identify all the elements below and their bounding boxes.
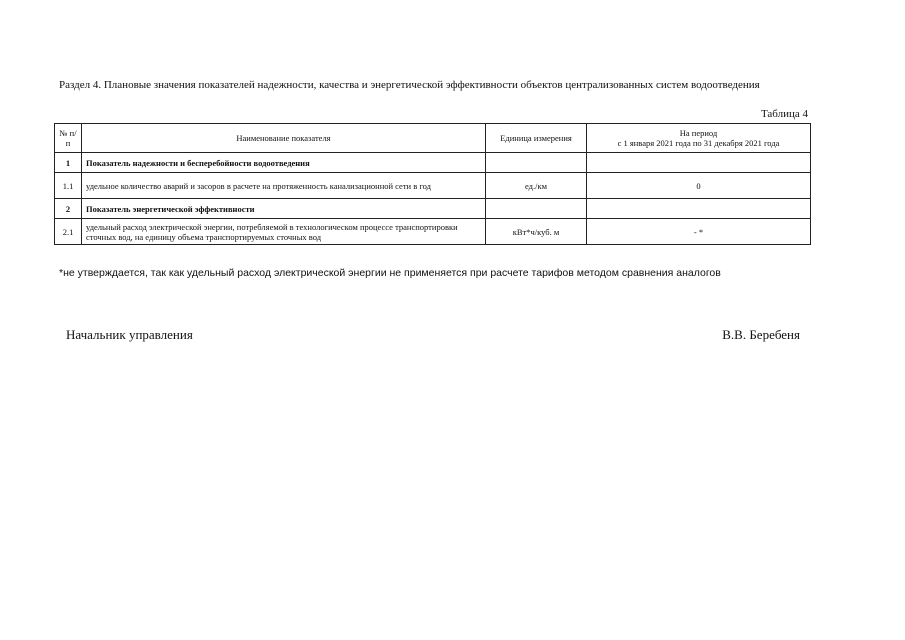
column-header-number: № п/п — [55, 124, 82, 153]
table-row — [55, 173, 811, 199]
table-row — [55, 199, 811, 219]
section-heading: Раздел 4. Плановые значения показателей надежности, качества и энергетической эффективности объектов централизованных систем водоотведения — [59, 79, 760, 91]
row-number: 2.1 — [55, 219, 82, 245]
column-header-period — [587, 124, 811, 153]
table-header-row — [55, 124, 811, 153]
row-number: 2 — [55, 199, 82, 219]
table-caption: Таблица 4 — [760, 108, 808, 120]
row-unit — [486, 199, 587, 219]
table-row — [55, 153, 811, 173]
row-unit — [486, 153, 587, 173]
row-number: 1.1 — [55, 173, 82, 199]
row-number: 1 — [55, 153, 82, 173]
signatory-position: Начальник управления — [66, 327, 193, 342]
row-value — [587, 153, 811, 173]
signatory-name: В.В. Беребеня — [722, 327, 800, 342]
row-name: удельный расход электрической энергии, потребляемой в технологическом процессе транспортировки сточных вод, на единицу объема транспортируемых сточных вод — [82, 219, 486, 245]
row-unit: ед./км — [486, 173, 587, 199]
period-title: На период — [679, 128, 718, 138]
row-name: Показатель энергетической эффективности — [82, 199, 486, 219]
column-header-name: Наименование показателя — [82, 124, 486, 153]
row-value: - * — [587, 219, 811, 245]
indicators-table — [54, 123, 811, 245]
column-header-unit: Единица измерения — [486, 124, 587, 153]
row-value — [587, 199, 811, 219]
row-unit: кВт*ч/куб. м — [486, 219, 587, 245]
table-row — [55, 219, 811, 245]
row-name: удельное количество аварий и засоров в расчете на протяженность канализационной сети в год — [82, 173, 486, 199]
row-value: 0 — [587, 173, 811, 199]
footnote: *не утверждается, так как удельный расход электрической энергии не применяется при расчете тарифов методом сравнения аналогов — [59, 267, 721, 279]
period-range: с 1 января 2021 года по 31 декабря 2021 года — [617, 138, 780, 148]
row-name: Показатель надежности и бесперебойности водоотведения — [82, 153, 486, 173]
